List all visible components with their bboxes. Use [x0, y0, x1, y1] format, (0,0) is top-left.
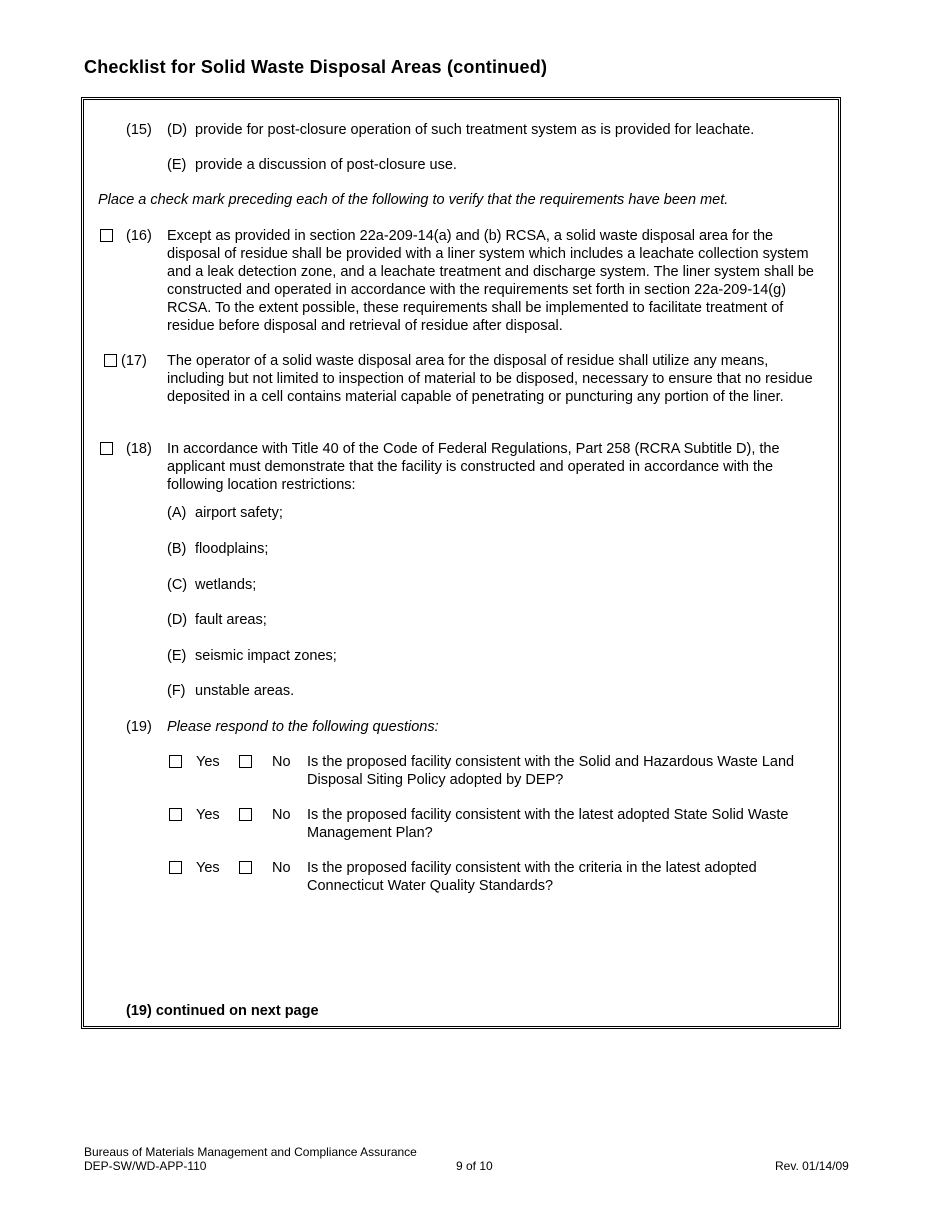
item-18-sub-a-letter: (A) — [167, 505, 187, 521]
footer-revision: Rev. 01/14/09 — [775, 1159, 849, 1173]
item-18-sub-f-text: unstable areas. — [195, 683, 295, 699]
item-15-e-letter: (E) — [167, 157, 187, 173]
item-18-sub-a-text: airport safety; — [195, 505, 283, 521]
item-18-checkbox[interactable] — [100, 442, 113, 455]
item-18-sub-d-letter: (D) — [167, 612, 188, 628]
item-15-d-text: provide for post-closure operation of such treatment system as is provided for leachate. — [195, 122, 755, 138]
check-instruction: Place a check mark preceding each of the following to verify that the requirements have been met. — [98, 192, 729, 208]
q2-text: Is the proposed facility consistent with the latest adopted State Solid Waste Management Plan? — [307, 807, 789, 841]
q2-yes-label: Yes — [196, 807, 220, 823]
item-18-text: In accordance with Title 40 of the Code of Federal Regulations, Part 258 (RCRA Subtitle D), the applicant must demonstrate that the facility is constructed and operated in accordance with the following location restrictions: — [167, 441, 780, 493]
item-18-sub-b-letter: (B) — [167, 541, 187, 557]
q1-text: Is the proposed facility consistent with the Solid and Hazardous Waste Land Disposal Siting Policy adopted by DEP? — [307, 754, 795, 788]
item-15-e-text: provide a discussion of post-closure use. — [195, 157, 457, 173]
item-18-sub-d-text: fault areas; — [195, 612, 267, 628]
q3-no-checkbox[interactable] — [239, 861, 252, 874]
item-16-checkbox[interactable] — [100, 229, 113, 242]
page-title: Checklist for Solid Waste Disposal Areas (continued) — [84, 57, 548, 77]
item-18-sub-f-letter: (F) — [167, 683, 186, 699]
item-19-prompt: Please respond to the following questions: — [167, 719, 439, 735]
item-17-text: The operator of a solid waste disposal area for the disposal of residue shall utilize any means, including but not limited to inspection of material to be disposed, necessary to ensure that no residue deposited in a cell contains material capable of penetrating or puncturing any portion of the liner. — [167, 353, 813, 405]
item-15-number: (15) — [126, 122, 152, 138]
q1-yes-checkbox[interactable] — [169, 755, 182, 768]
item-19-number: (19) — [126, 719, 152, 735]
footer-bureau: Bureaus of Materials Management and Compliance Assurance — [84, 1145, 417, 1159]
continued-note: (19) continued on next page — [126, 1003, 319, 1019]
item-17-number: (17) — [121, 353, 147, 369]
q2-no-checkbox[interactable] — [239, 808, 252, 821]
item-18-sub-e-letter: (E) — [167, 648, 187, 664]
item-18-number: (18) — [126, 441, 152, 457]
item-15-d-letter: (D) — [167, 122, 188, 138]
q2-yes-checkbox[interactable] — [169, 808, 182, 821]
item-18-sub-b-text: floodplains; — [195, 541, 269, 557]
q3-text: Is the proposed facility consistent with the criteria in the latest adopted Connecticut Water Quality Standards? — [307, 860, 757, 894]
q1-no-checkbox[interactable] — [239, 755, 252, 768]
item-16-text: Except as provided in section 22a-209-14(a) and (b) RCSA, a solid waste disposal area for the disposal of residue shall be provided with a liner system which includes a leachate collection system and a leak detection zone, and a leachate treatment and discharge system. The liner system shall be constructed and operated in accordance with the requirements set forth in section 22a-209-14(g) RCSA. To the extent possible, these requirements shall be implemented to facilitate treatment of residue before disposal and retrieval of residue after disposal. — [167, 228, 814, 334]
q1-yes-label: Yes — [196, 754, 220, 770]
item-18-sub-c-letter: (C) — [167, 577, 188, 593]
q3-no-label: No — [272, 860, 291, 876]
q2-no-label: No — [272, 807, 291, 823]
item-18-sub-e-text: seismic impact zones; — [195, 648, 337, 664]
footer-page-number: 9 of 10 — [456, 1159, 493, 1173]
footer-form-id: DEP-SW/WD-APP-110 — [84, 1159, 207, 1173]
item-17-checkbox[interactable] — [104, 354, 117, 367]
q1-no-label: No — [272, 754, 291, 770]
q3-yes-label: Yes — [196, 860, 220, 876]
item-18-sub-c-text: wetlands; — [195, 577, 257, 593]
item-16-number: (16) — [126, 228, 152, 244]
q3-yes-checkbox[interactable] — [169, 861, 182, 874]
